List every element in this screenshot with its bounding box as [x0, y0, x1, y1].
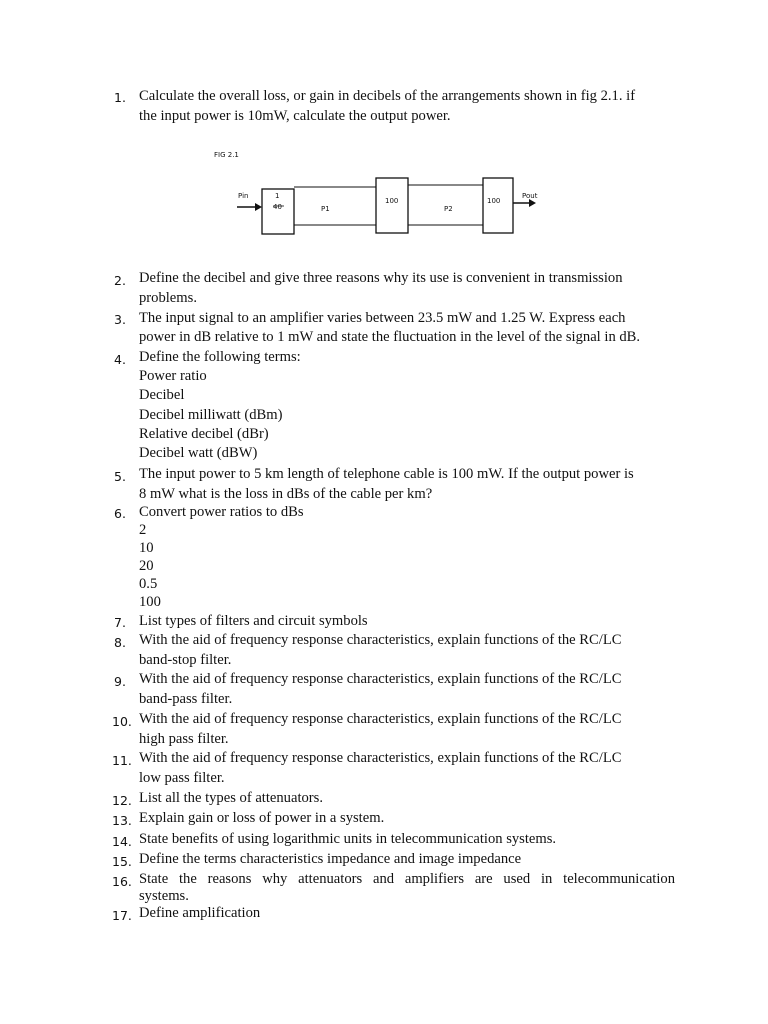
question-number: 15.: [112, 854, 132, 869]
pout-label: Pout: [522, 192, 538, 200]
question-text-line: With the aid of frequency response characteristics, explain functions of the RC/LC: [139, 671, 622, 687]
question-text-line: problems.: [139, 290, 197, 306]
question-text-line: List types of filters and circuit symbols: [139, 613, 368, 629]
question-text-line: the input power is 10mW, calculate the output power.: [139, 108, 451, 124]
question-text-line: Define the following terms:: [139, 349, 301, 365]
question-text-line: systems.: [139, 888, 189, 904]
question-number: 12.: [112, 793, 132, 808]
term-item: Relative decibel (dBr): [139, 426, 269, 442]
ratio-item: 2: [139, 522, 147, 538]
figure-2-1: [200, 145, 560, 245]
input-arrowhead: [255, 203, 262, 211]
p2-label: P2: [444, 205, 453, 213]
question-text-line: The input signal to an amplifier varies between 23.5 mW and 1.25 W. Express each: [139, 310, 626, 326]
question-text-line: band-pass filter.: [139, 691, 233, 707]
term-item: Decibel: [139, 387, 185, 403]
question-text-line: 8 mW what is the loss in dBs of the cable per km?: [139, 486, 433, 502]
question-number: 5.: [114, 469, 126, 484]
block3-gain: 100: [487, 197, 501, 205]
question-number: 11.: [112, 753, 132, 768]
block2-gain: 100: [385, 197, 399, 205]
term-item: Decibel watt (dBW): [139, 445, 258, 461]
question-text-line: Define amplification: [139, 905, 261, 921]
question-number: 13.: [112, 813, 132, 828]
term-item: Decibel milliwatt (dBm): [139, 407, 283, 423]
ratio-item: 100: [139, 594, 161, 610]
question-text-line: Define the terms characteristics impedance and image impedance: [139, 851, 522, 867]
block-diagram: [200, 145, 560, 245]
block-amplifier-1: [376, 178, 408, 233]
question-number: 9.: [114, 674, 126, 689]
question-text-line: State benefits of using logarithmic units in telecommunication systems.: [139, 831, 557, 847]
question-number: 6.: [114, 506, 126, 521]
question-text-line: Explain gain or loss of power in a system.: [139, 810, 385, 826]
block-amplifier-2: [483, 178, 513, 233]
question-number: 16.: [112, 874, 132, 889]
ratio-item: 10: [139, 540, 154, 556]
question-number: 1.: [114, 90, 126, 105]
block1-denominator: 40: [273, 203, 282, 211]
question-number: 2.: [114, 273, 126, 288]
question-text-line: Define the decibel and give three reasons why its use is convenient in transmission: [139, 270, 623, 286]
figure-caption: FIG 2.1: [214, 151, 239, 159]
question-number: 8.: [114, 635, 126, 650]
output-arrowhead: [529, 199, 536, 207]
question-text-line: low pass filter.: [139, 770, 225, 786]
question-text-line: Convert power ratios to dBs: [139, 504, 304, 520]
question-text-line: band-stop filter.: [139, 652, 232, 668]
question-text-line: List all the types of attenuators.: [139, 790, 323, 806]
question-number: 17.: [112, 908, 132, 923]
question-number: 3.: [114, 312, 126, 327]
question-number: 7.: [114, 615, 126, 630]
term-item: Power ratio: [139, 368, 207, 384]
question-text-line: With the aid of frequency response characteristics, explain functions of the RC/LC: [139, 750, 622, 766]
question-text-line: Calculate the overall loss, or gain in decibels of the arrangements shown in fig 2.1. if: [139, 88, 636, 104]
question-text-line: With the aid of frequency response characteristics, explain functions of the RC/LC: [139, 711, 622, 727]
question-text-line: power in dB relative to 1 mW and state the fluctuation in the level of the signal in dB.: [139, 329, 641, 345]
pin-label: Pin: [238, 192, 249, 200]
question-text-line: The input power to 5 km length of telephone cable is 100 mW. If the output power is: [139, 466, 634, 482]
ratio-item: 0.5: [139, 576, 158, 592]
ratio-item: 20: [139, 558, 154, 574]
question-text-line: State the reasons why attenuators and amplifiers are used in telecommunication: [139, 871, 675, 887]
question-number: 14.: [112, 834, 132, 849]
question-number: 10.: [112, 714, 132, 729]
question-text-line: high pass filter.: [139, 731, 229, 747]
p1-label: P1: [321, 205, 330, 213]
question-number: 4.: [114, 352, 126, 367]
block1-numerator: 1: [275, 192, 280, 200]
question-text-line: With the aid of frequency response characteristics, explain functions of the RC/LC: [139, 632, 622, 648]
